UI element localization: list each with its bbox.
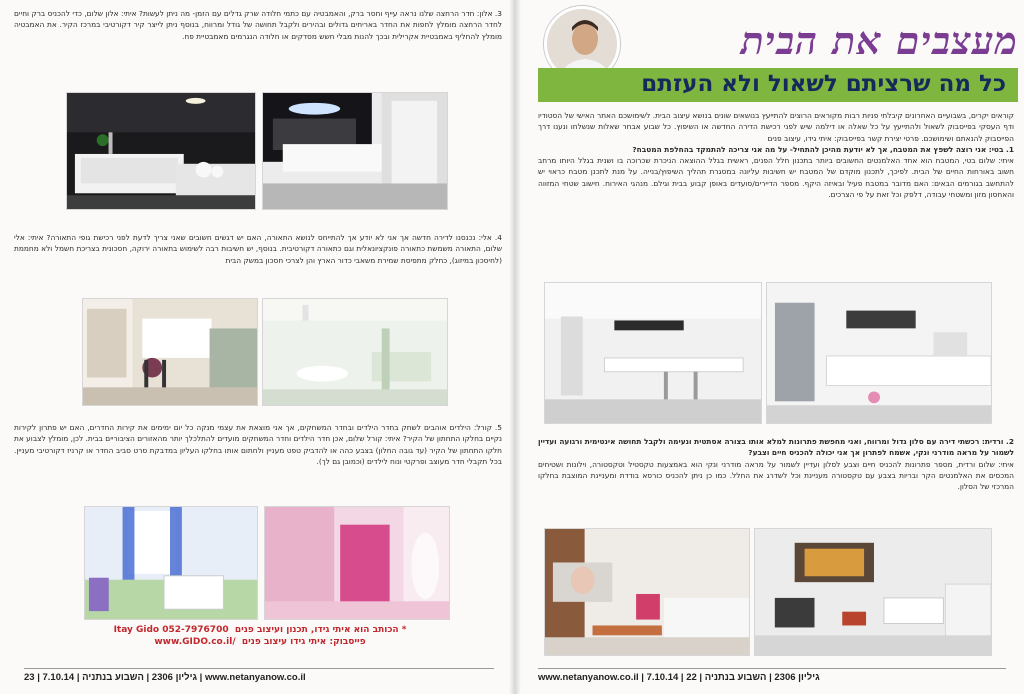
kids-room-photo (84, 506, 258, 620)
qa-2-text (538, 436, 1014, 524)
question-1: 1. בטי: אני רוצה לשפץ את המטבח, אך לא יודעת מהיכן להתחיל- על מה אני צריכה להתמקד בהחלפת המטבח? (632, 144, 1014, 154)
intro-text (538, 110, 1014, 276)
intro-paragraph: קוראים יקרים, בשבועיים האחרונים קיבלתי פניות רבות מקוראים הרוצים להתייעץ בנושאים שונים בנושא עיצוב הבית. לשימושכם האתר האישי של הסטודיו ודף העסקי בפייסבוק לשאול ולהתייעץ על כל שאלה או דילמה שיש לפני רכישת הדירה החדשה או השיפוץ. כל שבוע אבחר שאלות שנשלחו ונענו דרך הפייסבוק להנאתם ושימושכם. פרטי יצירת קשר בפייסבוק: איתי גידו, עיצוב פנים (538, 111, 1014, 143)
footer-left (24, 668, 494, 684)
living-room-photo-left (544, 528, 750, 656)
living-room-photo-right (754, 528, 992, 656)
answer-1: איתי: שלום בטי, המטבח הוא אחד האלמנטים החשובים ביותר בתכנון חלל הפנים, ראשית בגלל ההוצאה הניכרת שכרוכה בו ושנית בגלל היותו מרחב חשוב באורחות החיים של הבית. לפיכך, לתכנון מוקדם של המטבח יש חשיבות עליונה במסגרת תהליך השיפוץ/בנייה. על מנת לתכנן מטבח כראוי יש להתחשב בגורמים הבאים: האם מדובר במטבח פעיל ובאיזה היקף. מספר הדיירים/סועדים באופן קבוע בבית וגילם. מנהגי האירוח. חישוב שטחי המזווה והאחסון מזון ומשטחי עבודה, דלפק וכל זאת על פי הצרכים. (538, 156, 1014, 200)
kitchen-photo-left (544, 282, 762, 424)
kitchen-photo-right (766, 282, 992, 424)
answer-5-text: 5. קורל: הילדים אוהבים לשחק בחדר הילדים ובחדר המשחקים, אך אני מוצאת את עצמי מנקה כל יום ימימים את קירות החדרים, האם יש פתרון לקירות נקיים בחלקו התחתון של הקיר? איתי: קורל שלום, אכן חדר הילדים וחדר המשחקים מועדים להתלכלך יותר מהאזורים הציבוריים בבית. לכן, מומלץ לצבוע את חלקו התחתון של הקיר (עד גובה החלון) בצבע כהה או להדביק טפט מעניין ולחתום אותו בחלקו העליון במדבקת סרט סביב החדר או קרניז דקורטיבי מעניין. בכל תקבלי חדר מעוצב ופרקטי ונוח לילדים (וכמובן גם לך). (14, 423, 502, 466)
credit-facebook-line: פייסבוק: איתי גידו עיצוב פנים (241, 637, 366, 647)
footer-right-text: www.netanyanow.co.il | 7.10.14 | גיליון 2306 | השבוע בנתניה | 22 (538, 672, 820, 683)
bathroom-photo-left (66, 92, 256, 210)
living-photo-right (262, 298, 448, 406)
headline-bar (538, 68, 1018, 102)
playroom-photo (264, 506, 450, 620)
center-gutter (509, 0, 521, 694)
credit-website: www.GIDO.co.il/ (154, 637, 236, 647)
credit-author-line: * הכותב הוא איתי גידו, תכנון ועיצוב פנים (234, 625, 407, 635)
headline-text: כל מה שרציתם לשאול ולא העזתם (641, 71, 1006, 97)
living-photo-left (82, 298, 258, 406)
question-2: 2. ורדית: רכשתי דירה עם סלון גדול ומרווח, ואני מחפשת פתרונות למלא אותו בצורה אסתטית ונעימה ולקבל תחושה אינטימית ורגועה ועדיין לשמור על מראה מודרני ונקי, אשמח לפתרון אך אני יכולה להכניס חיים וצבע? (538, 437, 1014, 458)
footer-right (538, 668, 1006, 684)
credit-phone: Itay Gido 052-7976700 (113, 625, 229, 635)
column-masthead: מעצבים את הבית (740, 18, 1018, 63)
answer-2: איתי: שלום ורדית, מספר פתרונות להכניס חיים וצבע לסלון ועדיין לשמור על מראה מודרני ונקי הוא באמצעות טקסטיל וטקסטורה, וילונות ושטיחים המכסים את האלמנטים הקר ובריות בצבע עם טקסטורה מעניינת וכל לשדרג את החלל. כמו כן ניתן להכניס כורסא בודדת ומעניינת המוצבת בחלקו המרכזי של הסלון. (538, 459, 1014, 492)
answer-4-text: 4. אלי: נכנסנו לדירה חדשה אך אני לא יודע אך להתייחס לנושא התאורה, האם יש דגשים חשובים שאני צריך לדעת לפני רכישת גופי התאורה? איתי: אלי שלום, התאורה משמשת כתאורה פונקציונאלית וגם כתאורה דקורטיבית. בנוסף, יש חשיבות רבה לשימוש בתאורה ירוקה, חסכונית בצריכת חשמל ולא מחממת (לחיסכון במיזוג), כחלק מתפיסת שמירת משאבי כדור הארץ והן לצרכי חסכון במשק הבית (14, 233, 502, 265)
author-credit (60, 624, 460, 658)
bathroom-photo-right (262, 92, 448, 210)
footer-left-text: 23 | 7.10.14 | גיליון 2306 | השבוע בנתניה | www.netanyanow.co.il (24, 672, 306, 683)
answer-3-text: 3. אלון: חדר הרחצה שלנו נראה עייף וחסר ברק, והאמבטיה עם כתמי חלודה שרק גדלים עם הזמן- מה ניתן לעשות? איתי: אלון שלום, כדי להכניס ברק וחיים לחדר הרחצה מומלץ לחפות את החדר באריחים גדולים ובהירים ולקבל תחושה של גודל ומרווח, בנוסף ניתן לייצר קיר דקורטיבי במרכז הקיר. את האמבטיה מומלץ להחליף באמבטיית אקרילית ובכך להנות מבלי חשש מסדקים או חלודה הנגרמים מאמבטיית פח. (14, 9, 502, 41)
page-right (514, 0, 1024, 694)
